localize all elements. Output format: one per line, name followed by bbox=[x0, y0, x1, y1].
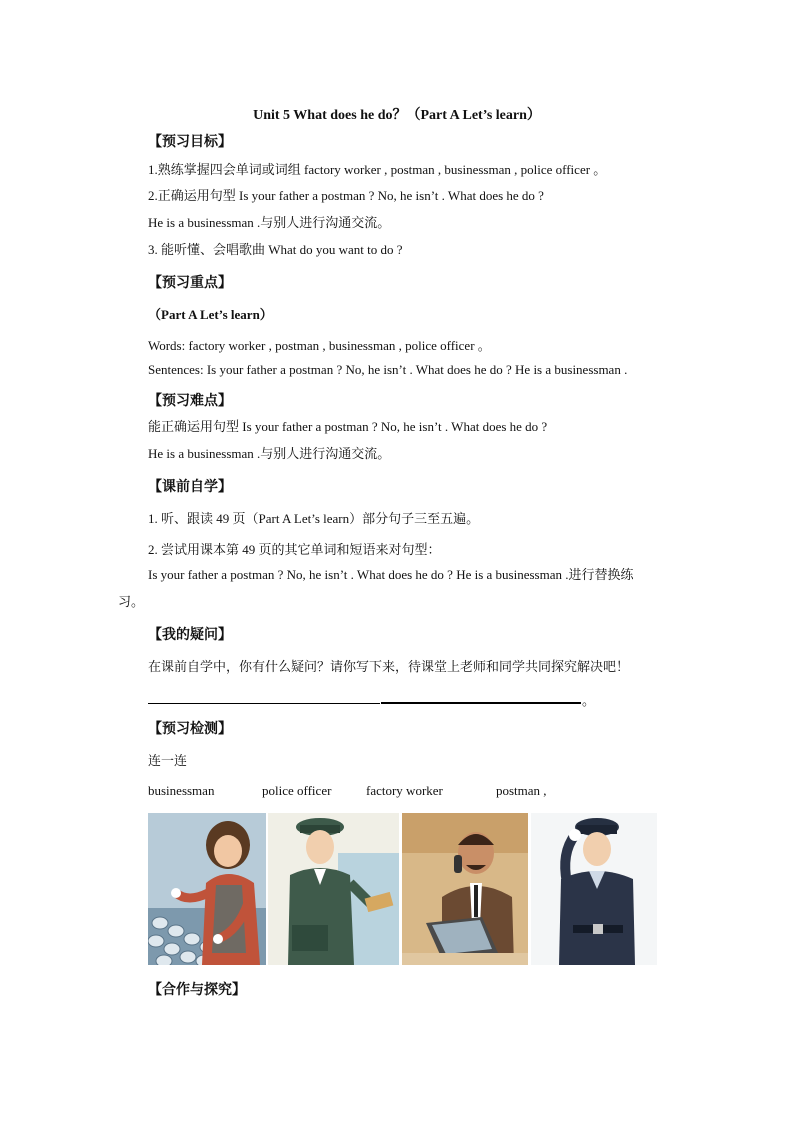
check-instruction: 连一连 bbox=[148, 753, 188, 768]
questions-heading: 【我的疑问】 bbox=[148, 628, 232, 643]
goals-line-4: 3. 能听懂、会唱歌曲 What do you want to do ? bbox=[148, 242, 403, 257]
police-officer-picture[interactable] bbox=[531, 813, 657, 965]
difficult-heading: 【预习难点】 bbox=[148, 394, 232, 409]
factory-worker-picture[interactable] bbox=[148, 813, 266, 965]
goals-heading: 【预习目标】 bbox=[148, 135, 232, 150]
postman-picture[interactable] bbox=[268, 813, 399, 965]
goals-line-3: He is a businessman .与别人进行沟通交流。 bbox=[148, 215, 391, 230]
selfstudy-heading: 【课前自学】 bbox=[148, 480, 232, 495]
match-word-1[interactable]: businessman bbox=[148, 783, 215, 798]
coop-heading: 【合作与探究】 bbox=[148, 983, 246, 998]
goals-line-2: 2.正确运用句型 Is your father a postman ? No, he isn’t . What does he do ? bbox=[148, 188, 544, 203]
answer-line[interactable] bbox=[148, 703, 380, 704]
difficult-line-2: He is a businessman .与别人进行沟通交流。 bbox=[148, 446, 391, 461]
goals-line-1: 1.熟练掌握四会单词或词组 factory worker , postman , businessman , police officer 。 bbox=[148, 162, 607, 177]
key-sentences: Sentences: Is your father a postman ? No, he isn’t . What does he do ? He is a businessman . bbox=[148, 362, 628, 377]
key-words: Words: factory worker , postman , businessman , police officer 。 bbox=[148, 338, 491, 353]
match-word-4[interactable]: postman , bbox=[496, 783, 547, 798]
selfstudy-line-4: 习。 bbox=[118, 594, 145, 609]
key-heading: 【预习重点】 bbox=[148, 276, 232, 291]
page-title: Unit 5 What does he do？（Part A Let’s learn） bbox=[253, 108, 541, 123]
businessman-picture[interactable] bbox=[402, 813, 528, 965]
answer-period: 。 bbox=[582, 693, 596, 708]
answer-line-2[interactable] bbox=[381, 702, 581, 704]
selfstudy-line-3: Is your father a postman ? No, he isn’t . What does he do ? He is a businessman .进行替换练 bbox=[148, 567, 634, 582]
check-heading: 【预习检测】 bbox=[148, 722, 232, 737]
match-word-2[interactable]: police officer bbox=[262, 783, 332, 798]
key-subheading: （Part A Let’s learn） bbox=[148, 307, 273, 322]
questions-line-1: 在课前自学中，你有什么疑问？请你写下来，待课堂上老师和同学共同探究解决吧！ bbox=[148, 659, 630, 674]
difficult-line-1: 能正确运用句型 Is your father a postman ? No, he isn’t . What does he do ? bbox=[148, 419, 548, 434]
match-word-3[interactable]: factory worker bbox=[366, 783, 443, 798]
selfstudy-line-2: 2. 尝试用课本第 49 页的其它单词和短语来对句型： bbox=[148, 542, 441, 557]
selfstudy-line-1: 1. 听、跟读 49 页（Part A Let’s learn）部分句子三至五遍。 bbox=[148, 511, 480, 526]
